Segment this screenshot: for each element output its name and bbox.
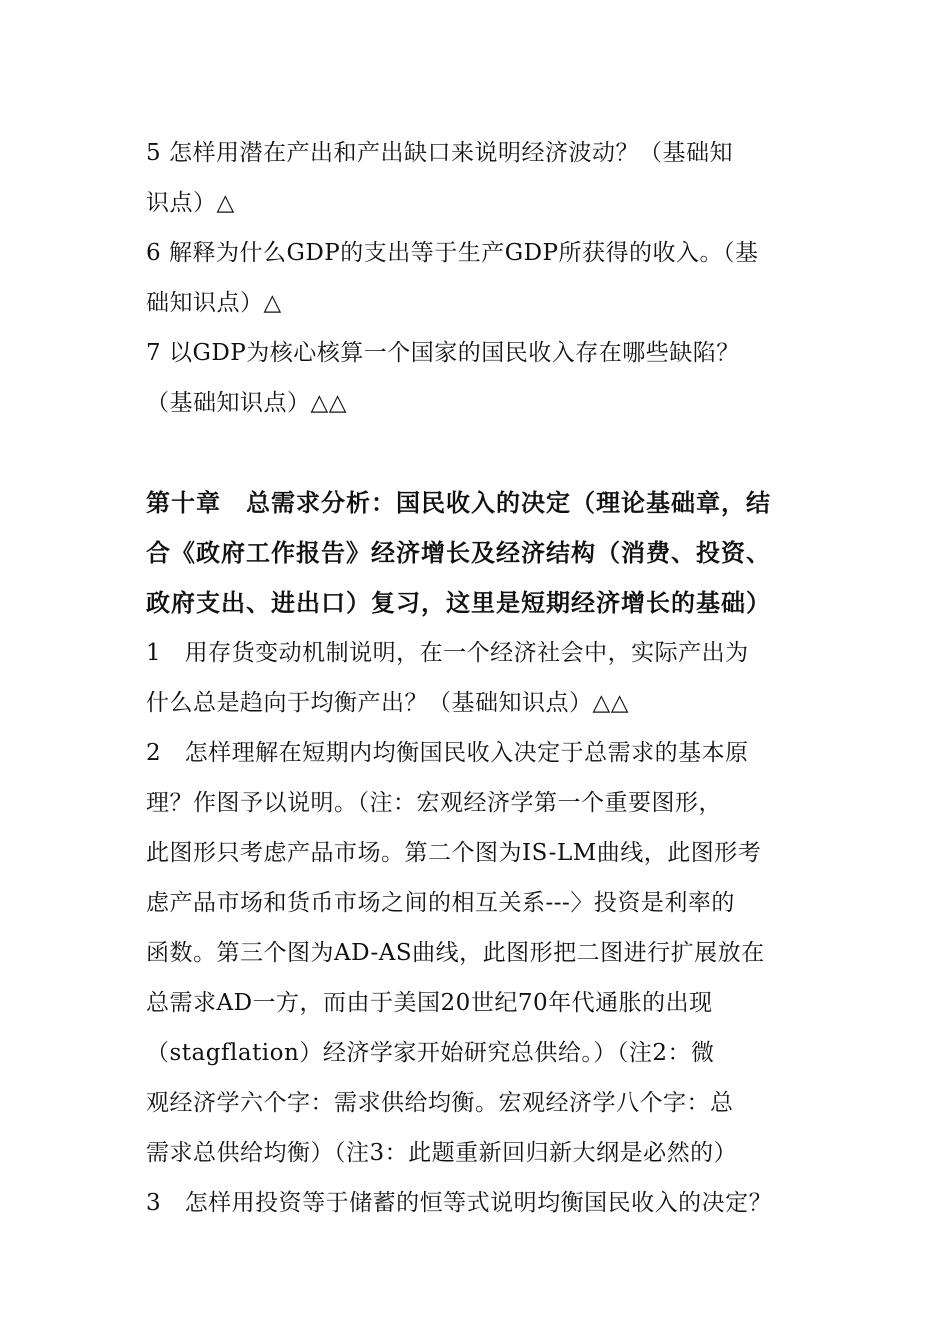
chapter-heading-line-1: 第十章 总需求分析：国民收入的决定（理论基础章，结	[146, 488, 771, 517]
ch10-question-2-line-7: （stagflation）经济学家开始研究总供给。）（注2：微	[146, 1040, 715, 1066]
question-5-line-1: 5 怎样用潜在产出和产出缺口来说明经济波动？（基础知	[146, 140, 733, 166]
question-7-line-2: （基础知识点）△△	[146, 390, 347, 416]
chapter-10-questions	[146, 628, 816, 1228]
ch10-question-2-line-3: 此图形只考虑产品市场。第二个图为IS-LM曲线，此图形考	[146, 840, 762, 866]
ch10-question-2-line-8: 观经济学六个字：需求供给均衡。宏观经济学八个字：总	[146, 1090, 734, 1116]
ch10-question-2-line-5: 函数。第三个图为AD-AS曲线，此图形把二图进行扩展放在	[146, 940, 765, 966]
ch10-question-2-line-9: 需求总供给均衡）（注3：此题重新回归新大纲是必然的）	[146, 1140, 738, 1166]
ch10-question-1-line-1: 1 用存货变动机制说明，在一个经济社会中，实际产出为	[146, 640, 749, 666]
document-page	[146, 128, 816, 1228]
ch10-question-2-line-2: 理？作图予以说明。（注：宏观经济学第一个重要图形，	[146, 790, 722, 816]
ch10-question-3-line-1: 3 怎样用投资等于储蓄的恒等式说明均衡国民收入的决定？	[146, 1190, 773, 1216]
question-5-line-2: 识点）△	[146, 190, 235, 216]
previous-chapter-questions	[146, 128, 816, 428]
question-6-line-2: 础知识点）△	[146, 290, 282, 316]
question-7-line-1: 7 以GDP为核心核算一个国家的国民收入存在哪些缺陷？	[146, 340, 740, 366]
ch10-question-2-line-4: 虑产品市场和货币市场之间的相互关系---〉投资是利率的	[146, 890, 735, 916]
chapter-10-heading	[146, 478, 816, 628]
chapter-heading-line-3: 政府支出、进出口）复习，这里是短期经济增长的基础）	[146, 588, 771, 617]
ch10-question-1-line-2: 什么总是趋向于均衡产出？（基础知识点）△△	[146, 690, 629, 716]
question-6-line-1: 6 解释为什么GDP的支出等于生产GDP所获得的收入。（基	[146, 240, 759, 266]
chapter-heading-line-2: 合《政府工作报告》经济增长及经济结构（消费、投资、	[146, 538, 771, 567]
ch10-question-2-line-1: 2 怎样理解在短期内均衡国民收入决定于总需求的基本原	[146, 740, 749, 766]
spacer	[146, 428, 816, 478]
ch10-question-2-line-6: 总需求AD一方，而由于美国20世纪70年代通胀的出现	[146, 990, 713, 1016]
